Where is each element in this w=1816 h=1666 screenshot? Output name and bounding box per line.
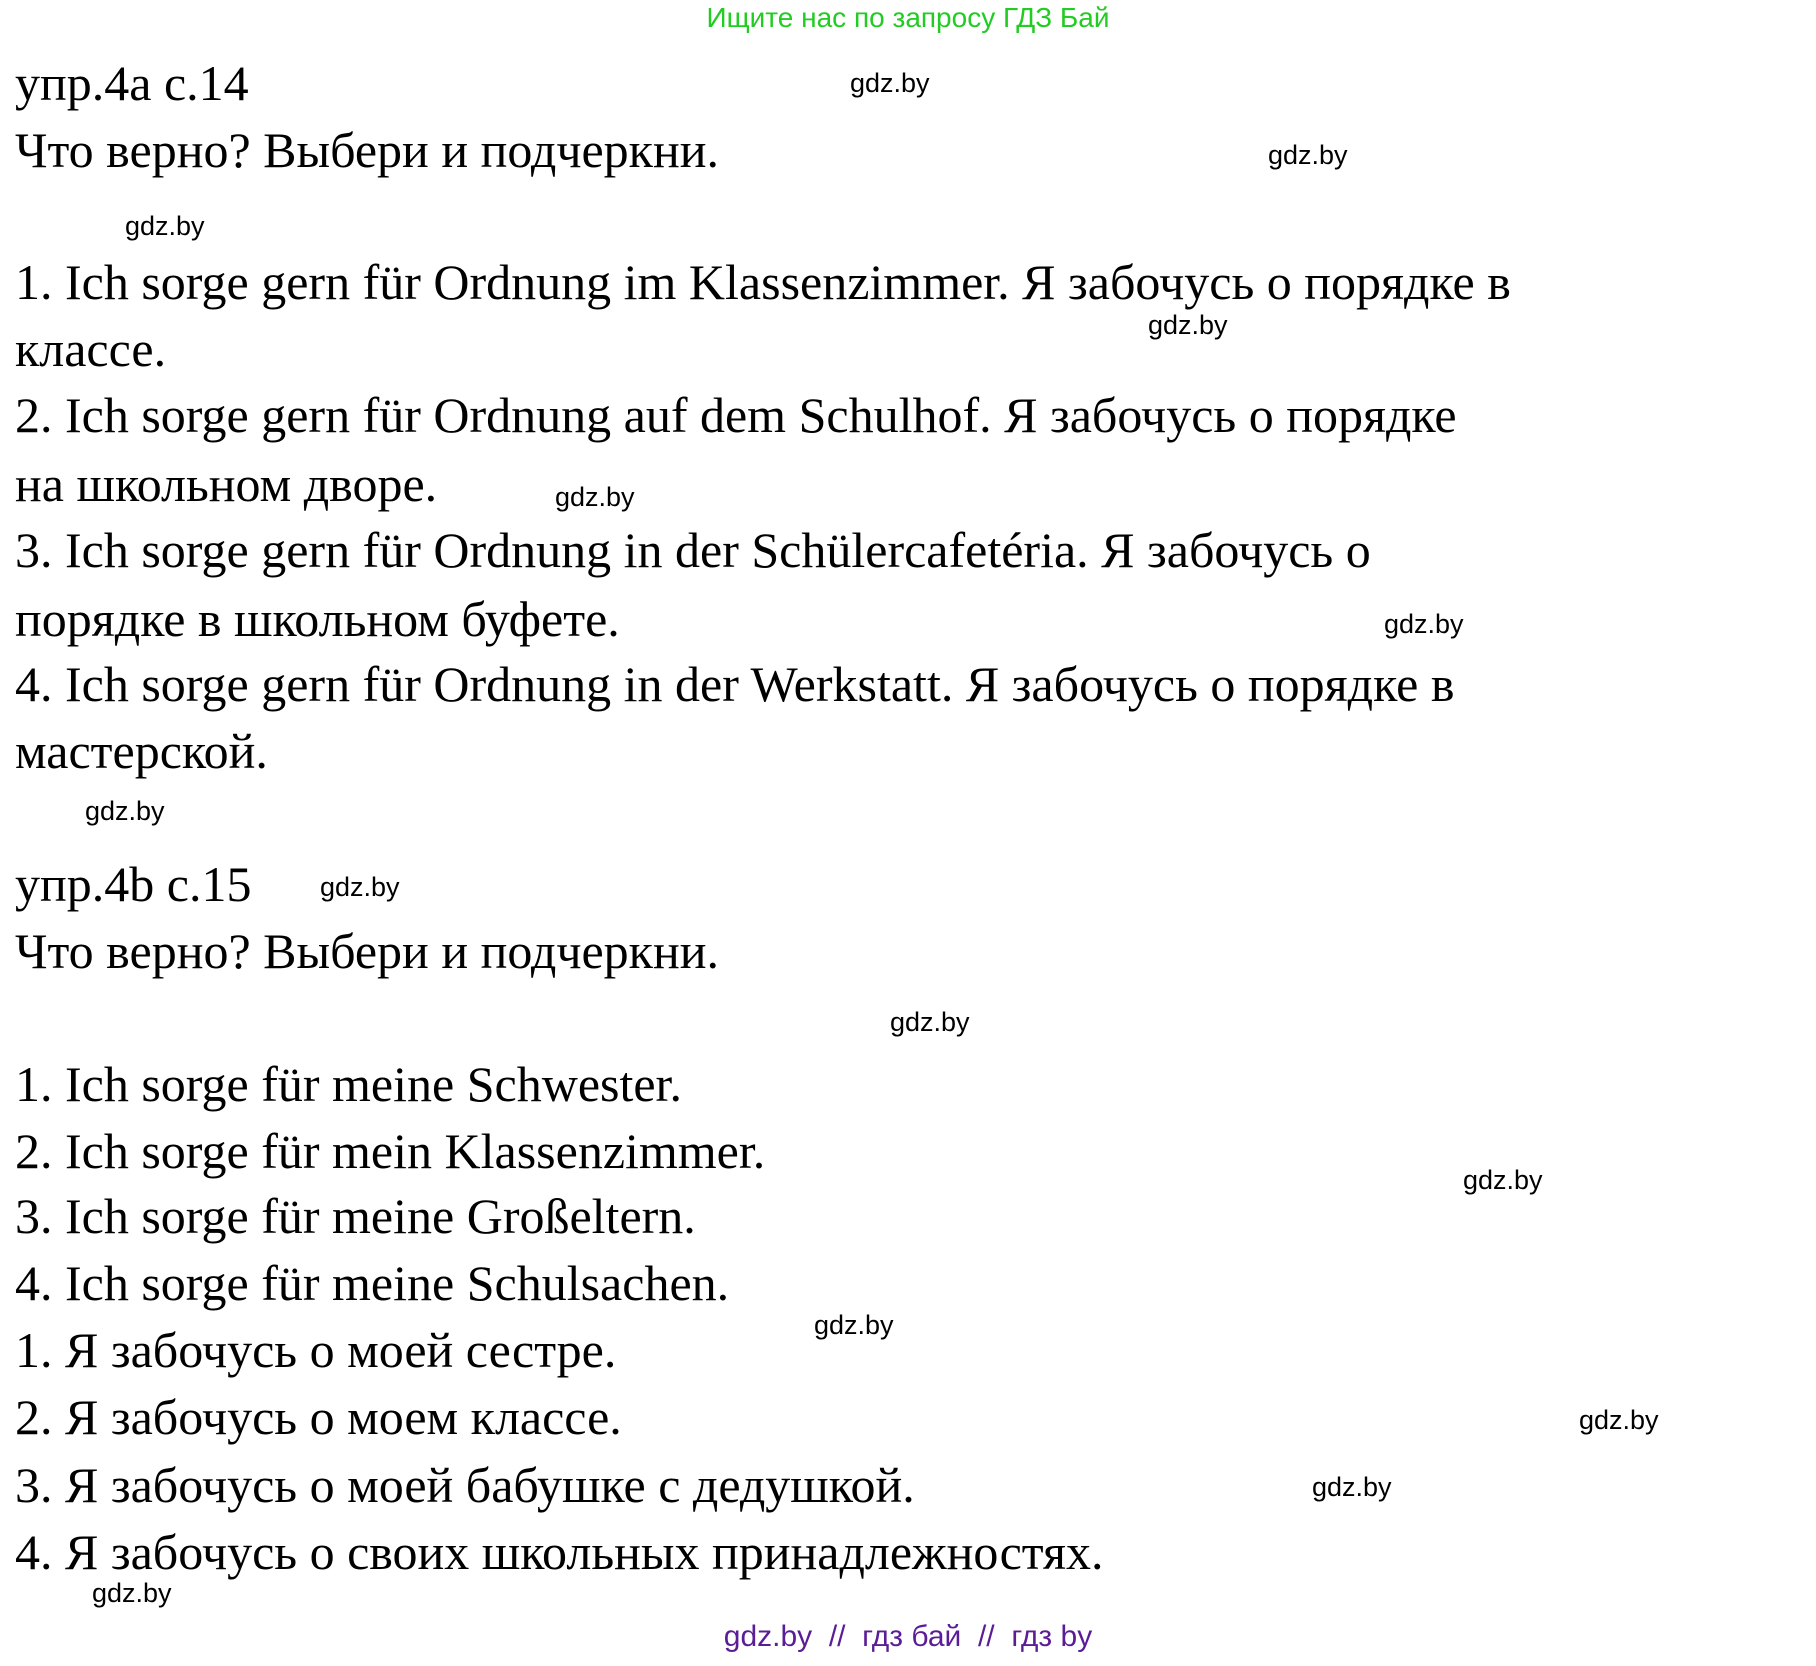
text-line: порядке в школьном буфете. xyxy=(15,591,620,647)
text-line: 4. Ich sorge für meine Schulsachen. xyxy=(15,1255,730,1311)
footer-banner: gdz.by // гдз бай // гдз by xyxy=(723,1620,1093,1653)
text-line: 3. Ich sorge für meine Großeltern. xyxy=(15,1188,696,1244)
watermark: gdz.by xyxy=(125,211,205,241)
watermark: gdz.by xyxy=(890,1007,970,1037)
watermark: gdz.by xyxy=(92,1578,172,1608)
watermark: gdz.by xyxy=(555,482,635,512)
watermark: gdz.by xyxy=(320,872,400,902)
text-line: 3. Я забочусь о моей бабушке с дедушкой. xyxy=(15,1457,915,1513)
text-line: 4. Ich sorge gern für Ordnung in der Werkstatt. Я забочусь о порядке в xyxy=(15,656,1455,712)
watermark: gdz.by xyxy=(1463,1165,1543,1195)
text-line: 2. Ich sorge für mein Klassenzimmer. xyxy=(15,1123,766,1179)
header-banner: Ищите нас по запросу ГДЗ Бай xyxy=(706,2,1110,33)
section-a-task: Что верно? Выбери и подчеркни. xyxy=(15,122,719,178)
watermark: gdz.by xyxy=(1384,609,1464,639)
text-line: 1. Я забочусь о моей сестре. xyxy=(15,1322,617,1378)
text-line: 4. Я забочусь о своих школьных принадлежностях. xyxy=(15,1524,1104,1580)
text-line: 1. Ich sorge gern für Ordnung im Klassenzimmer. Я забочусь о порядке в xyxy=(15,254,1511,310)
watermark: gdz.by xyxy=(814,1310,894,1340)
watermark: gdz.by xyxy=(850,68,930,98)
text-line: 2. Ich sorge gern für Ordnung auf dem Schulhof. Я забочусь о порядке xyxy=(15,387,1457,443)
text-line: мастерской. xyxy=(15,723,268,779)
watermark: gdz.by xyxy=(1579,1405,1659,1435)
section-a-title: упр.4а с.14 xyxy=(15,55,249,111)
section-b-title: упр.4b с.15 xyxy=(15,856,252,912)
watermark: gdz.by xyxy=(1148,310,1228,340)
text-line: классе. xyxy=(15,321,167,377)
text-line: на школьном дворе. xyxy=(15,456,438,512)
text-line: 1. Ich sorge für meine Schwester. xyxy=(15,1056,682,1112)
watermark: gdz.by xyxy=(1312,1472,1392,1502)
section-b-task: Что верно? Выбери и подчеркни. xyxy=(15,923,719,979)
text-line: 3. Ich sorge gern für Ordnung in der Schülercafetéria. Я забочусь о xyxy=(15,522,1371,578)
watermark: gdz.by xyxy=(1268,140,1348,170)
watermark: gdz.by xyxy=(85,796,165,826)
text-line: 2. Я забочусь о моем классе. xyxy=(15,1389,622,1445)
